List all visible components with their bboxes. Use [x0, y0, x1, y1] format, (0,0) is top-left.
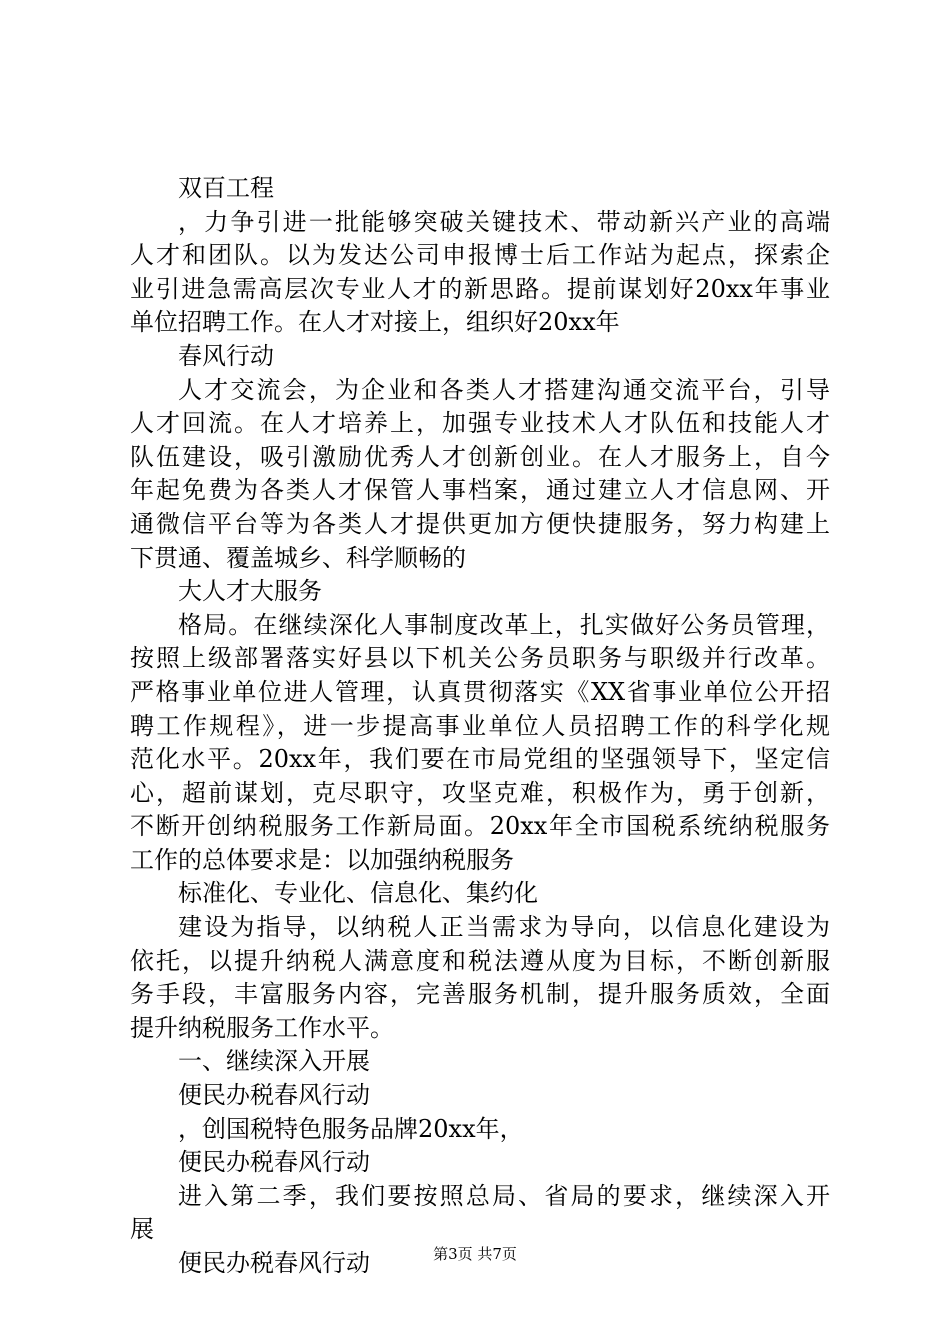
text-line: 人才交流会，为企业和各类人才搭建沟通交流平台，引导	[178, 375, 830, 404]
text-line: 通微信平台等为各类人才提供更加方便快捷服务，努力构建上	[130, 509, 830, 538]
text-line: 便民办税春风行动	[178, 1081, 370, 1110]
text-line: 工作的总体要求是：以加强纳税服务	[130, 845, 514, 874]
text-line: 心，超前谋划，克尽职守，攻坚克难，积极作为，勇于创新，	[130, 778, 830, 807]
text-line: 提升纳税服务工作水平。	[130, 1013, 394, 1042]
text-line: 队伍建设，吸引激励优秀人才创新创业。在人才服务上，自今	[130, 442, 830, 471]
text-line: 展	[130, 1215, 154, 1244]
text-line: 人才和团队。以为发达公司申报博士后工作站为起点，探索企	[130, 241, 830, 270]
text-line: 建设为指导，以纳税人正当需求为导向，以信息化建设为	[178, 913, 830, 942]
text-line: 大人才大服务	[178, 577, 322, 606]
page-footer: 第3页 共7页	[433, 1245, 517, 1263]
text-line: 格局。在继续深化人事制度改革上，扎实做好公务员管理，	[178, 610, 830, 639]
text-line: 按照上级部署落实好县以下机关公务员职务与职级并行改革。	[130, 644, 830, 673]
text-line: 一、继续深入开展	[178, 1047, 370, 1076]
document-body	[130, 172, 830, 1281]
text-line: 业引进急需高层次专业人才的新思路。提前谋划好20xx年事业	[130, 274, 830, 303]
text-line: 聘工作规程》，进一步提高事业单位人员招聘工作的科学化规	[130, 711, 830, 740]
text-line: 单位招聘工作。在人才对接上，组织好20xx年	[130, 308, 620, 337]
text-line: 便民办税春风行动	[178, 1148, 370, 1177]
text-line: 进入第二季，我们要按照总局、省局的要求，继续深入开	[178, 1181, 830, 1210]
text-line: 年起免费为各类人才保管人事档案，通过建立人才信息网、开	[130, 476, 830, 505]
text-line: 下贯通、覆盖城乡、科学顺畅的	[130, 543, 466, 572]
text-line: ，创国税特色服务品牌20xx年，	[178, 1114, 524, 1143]
text-line: 不断开创纳税服务工作新局面。20xx年全市国税系统纳税服务	[130, 812, 830, 841]
text-line: ，力争引进一批能够突破关键技术、带动新兴产业的高端	[178, 207, 830, 236]
text-line: 春风行动	[178, 341, 274, 370]
text-line: 便民办税春风行动	[178, 1249, 370, 1277]
text-line: 标准化、专业化、信息化、集约化	[178, 879, 538, 908]
text-line: 严格事业单位进人管理，认真贯彻落实《XX省事业单位公开招	[130, 677, 830, 706]
text-line: 人才回流。在人才培养上，加强专业技术人才队伍和技能人才	[130, 409, 830, 438]
text-line: 双百工程	[178, 174, 274, 202]
text-line: 务手段，丰富服务内容，完善服务机制，提升服务质效，全面	[130, 980, 830, 1009]
text-line: 依托，以提升纳税人满意度和税法遵从度为目标，不断创新服	[130, 946, 830, 975]
text-line: 范化水平。20xx年，我们要在市局党组的坚强领导下，坚定信	[130, 745, 830, 774]
